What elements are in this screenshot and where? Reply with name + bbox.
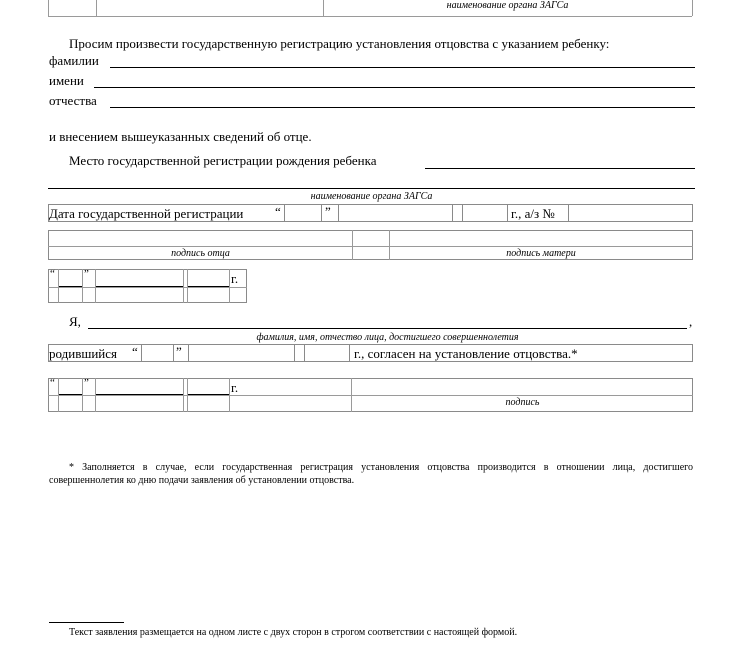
request-intro: Просим произвести государственную регистрацию установления отцовства с указанием ребенку: xyxy=(69,36,610,51)
comma: , xyxy=(689,314,693,329)
consent-yr-field[interactable] xyxy=(188,380,229,394)
consent-year-label: г. xyxy=(231,380,239,395)
record-number-field[interactable] xyxy=(568,204,693,222)
father-signature-caption: подпись отца xyxy=(171,248,230,259)
surname-field[interactable] xyxy=(110,50,695,68)
birth-place-label: Место государственной регистрации рождения ребенка xyxy=(69,153,377,168)
sign-day-field[interactable] xyxy=(59,271,82,286)
consent-open-quote: “ xyxy=(50,377,55,389)
close-quote: ” xyxy=(325,204,331,219)
sign-open-quote: “ xyxy=(50,268,55,280)
year-record-label: г., а/з № xyxy=(511,206,555,221)
birth-office-field[interactable] xyxy=(48,172,695,189)
adult-fullname-field[interactable] xyxy=(88,312,687,329)
registration-month-field[interactable] xyxy=(338,204,453,222)
patronymic-field[interactable] xyxy=(110,90,695,108)
registration-year-field[interactable] xyxy=(462,204,508,222)
i-label: Я, xyxy=(69,314,81,329)
birth-year-field[interactable] xyxy=(304,344,350,362)
consent-day-field[interactable] xyxy=(59,380,82,394)
registration-day-field[interactable] xyxy=(284,204,322,222)
consent-close-quote: ” xyxy=(84,377,89,389)
mother-signature-field[interactable] xyxy=(389,230,693,247)
name-label: имени xyxy=(49,73,84,88)
father-signature-field[interactable] xyxy=(48,230,353,247)
footnote: * Заполняется в случае, если государственная регистрация установления отцовства производится в отношении лица, достигшего совершеннолетия ко дню подачи заявления об установлении отцовства. xyxy=(49,462,693,486)
agree-text: г., согласен на установление отцовства.* xyxy=(354,346,578,361)
adult-signature-field[interactable] xyxy=(352,379,692,395)
patronymic-label: отчества xyxy=(49,93,97,108)
birth-place-field[interactable] xyxy=(425,152,695,169)
mother-signature-caption: подпись матери xyxy=(506,248,576,259)
born-open-quote: “ xyxy=(132,344,138,359)
sign-year-field[interactable] xyxy=(188,271,229,286)
footnote-separator xyxy=(49,622,124,623)
sign-month-field[interactable] xyxy=(96,271,183,286)
birth-day-field[interactable] xyxy=(141,344,174,362)
adult-signature-caption: подпись xyxy=(505,397,540,408)
born-label: родившийся xyxy=(49,346,118,361)
birth-month-field[interactable] xyxy=(188,344,295,362)
request-closing: и внесением вышеуказанных сведений об отце. xyxy=(49,129,312,144)
sign-close-quote: ” xyxy=(84,268,89,280)
registration-date-label: Дата государственной регистрации xyxy=(49,206,244,221)
open-quote: “ xyxy=(275,204,281,219)
name-field[interactable] xyxy=(94,70,695,88)
sign-year-label: г. xyxy=(231,271,239,286)
birth-office-caption: наименование органа ЗАГСа xyxy=(310,191,433,202)
registry-office-caption-top: наименование органа ЗАГСа xyxy=(446,0,569,11)
surname-label: фамилии xyxy=(49,53,99,68)
adult-fullname-caption: фамилия, имя, отчество лица, достигшего совершеннолетия xyxy=(256,332,519,343)
bottom-note: Текст заявления размещается на одном листе с двух сторон в строгом соответствии с настоящей формой. xyxy=(69,627,518,638)
born-close-quote: ” xyxy=(176,344,182,359)
consent-month-field[interactable] xyxy=(96,380,183,394)
